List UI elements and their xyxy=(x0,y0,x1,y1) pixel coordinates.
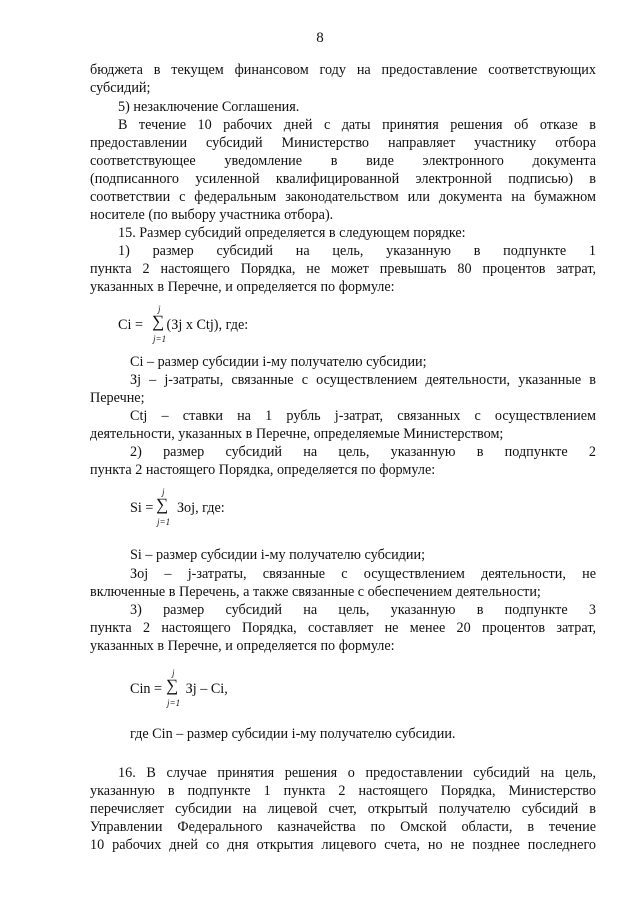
text-line: 10 рабочих дней со дня открытия лицевого счета, но не позднее последнего xyxy=(90,837,596,853)
text-line: 1) размер субсидий на цель, указанную в подпункте 1 xyxy=(118,243,596,259)
text-line: 2) размер субсидий на цель, указанную в подпункте 2 xyxy=(130,444,596,460)
formula-rhs: Зoj, где: xyxy=(176,500,225,516)
formula-rhs: Зj – Ci, xyxy=(185,681,228,697)
text-line: 16. В случае принятия решения о предоставлении субсидий на цель, xyxy=(118,765,596,781)
formula-ci xyxy=(118,317,248,334)
text-line: Ctj – ставки на 1 рубль j-затрат, связанных с осуществлением xyxy=(130,408,596,424)
text-line: Зj – j-затраты, связанные с осуществлением деятельности, указанные в xyxy=(130,372,596,388)
sum-upper-limit: j xyxy=(158,304,161,314)
text-line: Зoj – j-затраты, связанные с осуществлением деятельности, не xyxy=(130,566,596,582)
formula-cin xyxy=(130,681,228,698)
formula-lhs: Cin = xyxy=(130,681,166,697)
text-line: 15. Размер субсидий определяется в следующем порядке: xyxy=(118,225,466,241)
text-line: предоставлении субсидий Министерство направляет участнику отбора xyxy=(90,135,596,151)
text-line: Si – размер субсидии i-му получателю субсидии; xyxy=(130,547,426,563)
text-line: где Cin – размер субсидии i-му получателю субсидии. xyxy=(130,726,456,742)
sum-upper-limit: j xyxy=(172,668,175,678)
text-line: (подписанного усиленной квалифицированной электронной подписью) в xyxy=(90,171,596,187)
formula-lhs: Si = xyxy=(130,500,157,516)
sum-lower-limit: j=1 xyxy=(157,517,171,527)
sigma-symbol: ∑ xyxy=(166,676,179,695)
text-line: Управлении Федерального казначейства по Омской области, в течение xyxy=(90,819,596,835)
page-number: 8 xyxy=(316,30,324,46)
text-line: указанных в Перечне, и определяется по формуле: xyxy=(90,279,395,295)
text-line: соответствующее уведомление в виде электронного документа xyxy=(90,153,596,169)
text-line: соответствии с федеральным законодательством или документа на бумажном xyxy=(90,189,596,205)
sum-lower-limit: j=1 xyxy=(153,334,167,344)
text-line: Ci – размер субсидии i-му получателю субсидии; xyxy=(130,354,427,370)
formula-si xyxy=(130,500,225,517)
formula-rhs: (Зj x Ctj), где: xyxy=(166,317,249,333)
text-line: Перечне; xyxy=(90,390,145,406)
sum-upper-limit: j xyxy=(162,487,165,497)
text-line: 5) незаключение Соглашения. xyxy=(118,99,300,115)
text-line: В течение 10 рабочих дней с даты принятия решения об отказе в xyxy=(118,117,596,133)
text-line: включенные в Перечень, а также связанные с обеспечением деятельности; xyxy=(90,584,541,600)
text-line: деятельности, указанных в Перечне, определяемые Министерством; xyxy=(90,426,504,442)
formula-lhs: Ci = xyxy=(118,317,147,333)
text-line: 3) размер субсидий на цель, указанную в подпункте 3 xyxy=(130,602,596,618)
sum-lower-limit: j=1 xyxy=(167,698,181,708)
text-line: пункта 2 настоящего Порядка, не может превышать 80 процентов затрат, xyxy=(90,261,596,277)
sigma-symbol: ∑ xyxy=(156,495,169,514)
text-line: указанных в Перечне, и определяется по формуле: xyxy=(90,638,395,654)
text-line: перечисляет субсидии на лицевой счет, открытый получателю субсидий в xyxy=(90,801,596,817)
sigma-symbol: ∑ xyxy=(152,312,165,331)
text-line: субсидий; xyxy=(90,80,151,96)
text-line: пункта 2 настоящего Порядка, составляет не менее 20 процентов затрат, xyxy=(90,620,596,636)
text-line: носителе (по выбору участника отбора). xyxy=(90,207,334,223)
text-line: указанную в подпункте 1 пункта 2 настоящего Порядка, Министерство xyxy=(90,783,596,799)
text-line: бюджета в текущем финансовом году на предоставление соответствующих xyxy=(90,62,596,78)
text-line: пункта 2 настоящего Порядка, определяется по формуле: xyxy=(90,462,436,478)
